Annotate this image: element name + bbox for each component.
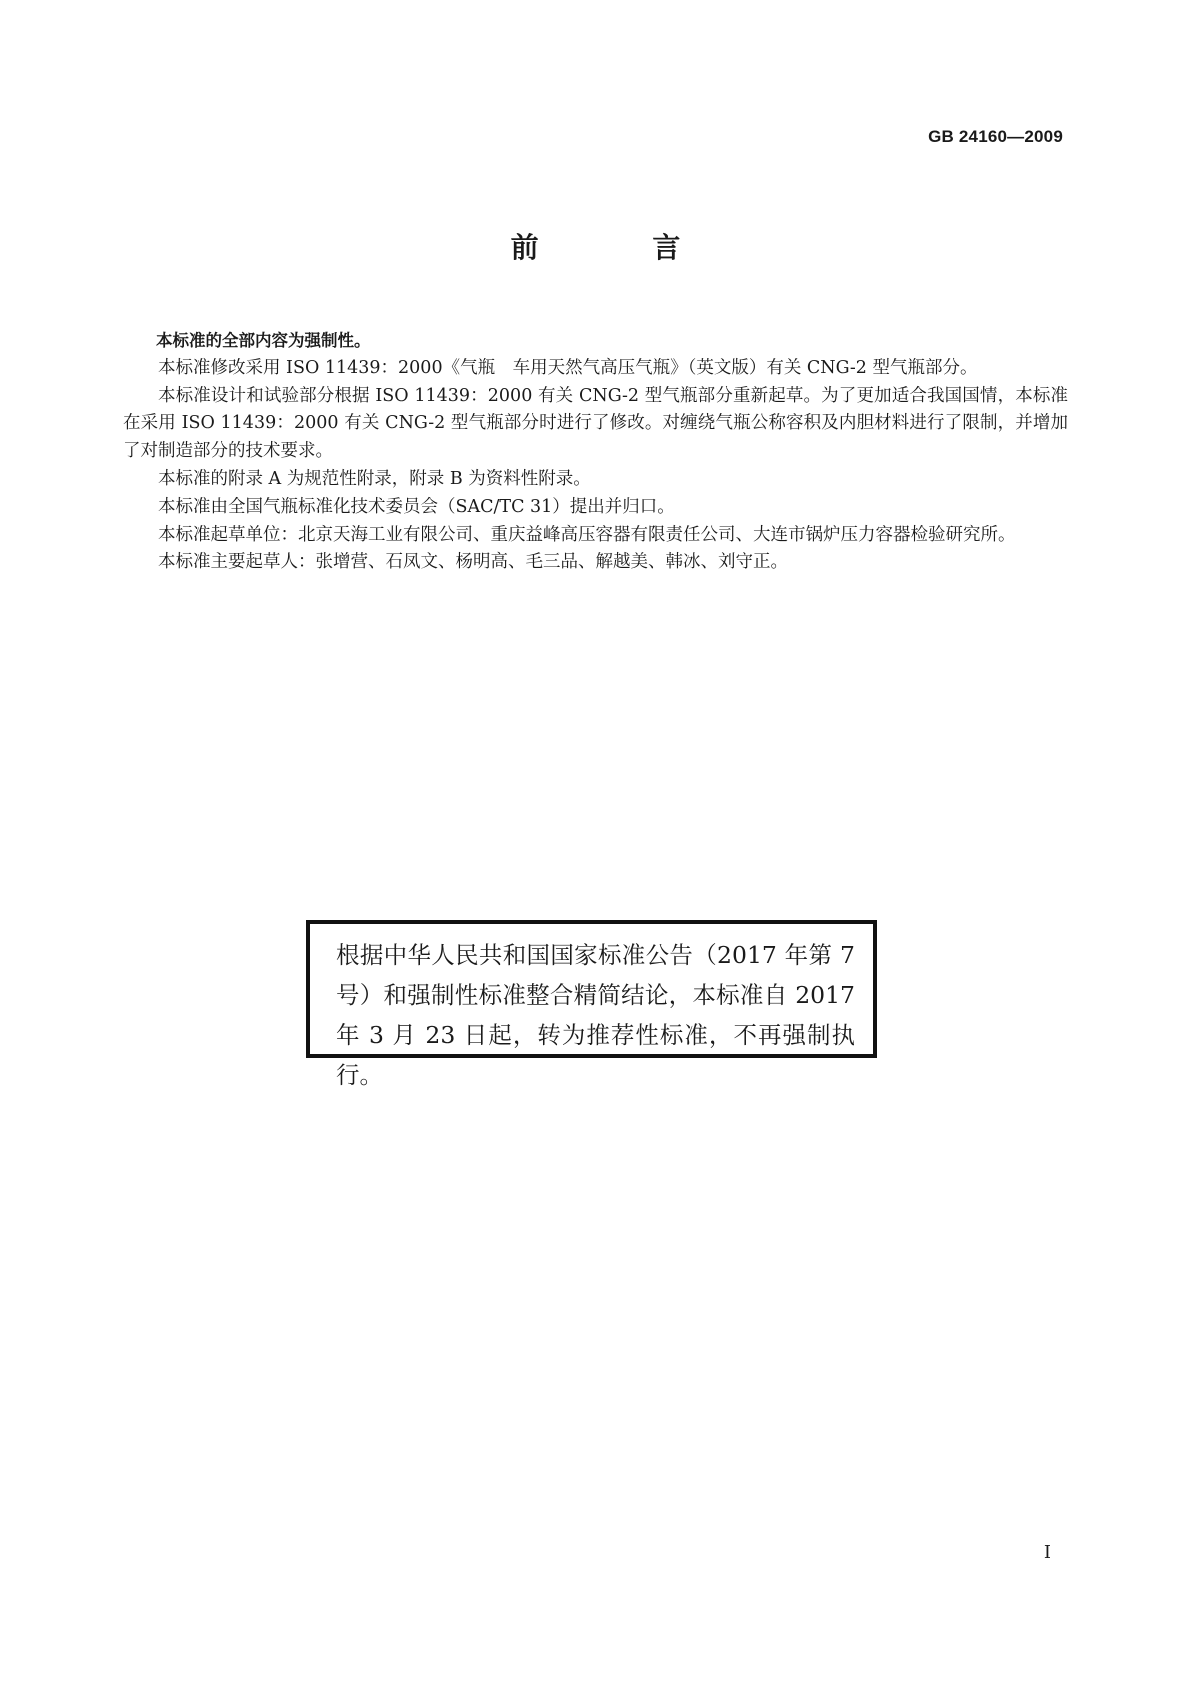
status-notice-box: 根据中华人民共和国国家标准公告（2017 年第 7 号）和强制性标准整合精简结论，本标准自 2017 年 3 月 23 日起，转为推荐性标准，不再强制执行。 (306, 920, 877, 1058)
paragraph-proposer: 本标准由全国气瓶标准化技术委员会（SAC/TC 31）提出并归口。 (158, 496, 675, 517)
paragraph-adoption: 本标准修改采用 ISO 11439：2000《气瓶 车用天然气高压气瓶》（英文版）有关 CNG-2 型气瓶部分。 (158, 357, 978, 378)
page-title: 前 言 (510, 231, 733, 264)
paragraph-drafters: 本标准主要起草人：张增营、石凤文、杨明高、毛三品、解越美、韩冰、刘守正。 (158, 552, 788, 573)
paragraph-redrafting: 本标准设计和试验部分根据 ISO 11439：2000 有关 CNG-2 型气瓶部分重新起草。为了更加适合我国国情，本标准在采用 ISO 11439：2000 有关 CNG-2 型气瓶部分时进行了修改。对缠绕气瓶公称容积及内胆材料进行了限制，并增加了对制造部分的技术要求。 (123, 385, 1068, 462)
foreword-body (123, 327, 1068, 577)
paragraph-drafting-units: 本标准起草单位：北京天海工业有限公司、重庆益峰高压容器有限责任公司、大连市锅炉压力容器检验研究所。 (158, 524, 1016, 545)
standard-code: GB 24160—2009 (928, 127, 1063, 146)
paragraph-mandatory-statement: 本标准的全部内容为强制性。 (156, 331, 371, 350)
paragraph-annexes: 本标准的附录 A 为规范性附录，附录 B 为资料性附录。 (158, 468, 591, 489)
page-number: I (1043, 1542, 1051, 1563)
